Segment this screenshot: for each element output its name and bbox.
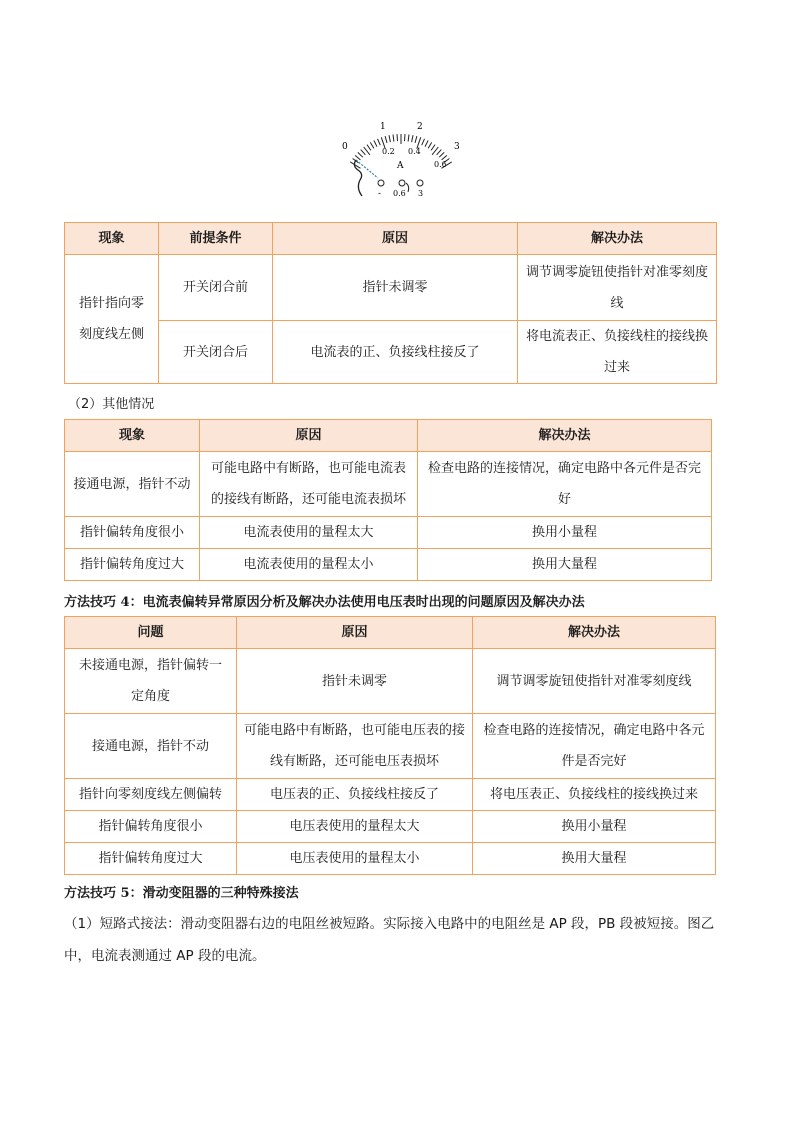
- terminal-label-0.6: 0.6: [393, 189, 406, 198]
- terminal-0.6: [399, 180, 405, 186]
- scale-tick: [385, 136, 387, 143]
- header-condition: 前提条件: [159, 223, 273, 255]
- phenomenon-cell: 接通电源，指针不动: [65, 452, 200, 517]
- table-row: [65, 649, 716, 714]
- solution-cell: 调节调零旋钮使指针对准零刻度线: [473, 649, 716, 714]
- scale-tick: [425, 141, 428, 147]
- problem-cell: 接通电源，指针不动: [65, 714, 237, 779]
- phenomenon-cell: 指针偏转角度很小: [65, 517, 200, 549]
- scale-label-0.2: 0.2: [382, 147, 395, 156]
- method4-title: 方法技巧 4：电流表偏转异常原因分析及解决办法使用电压表时出现的问题原因及解决办法: [64, 595, 585, 610]
- problem-cell: 未接通电源，指针偏转一定角度: [65, 649, 237, 714]
- wire-curve: [406, 183, 409, 192]
- table-voltmeter-problems: [64, 616, 716, 875]
- header-phenomenon: 现象: [65, 223, 159, 255]
- phenomenon-cell: 指针指向零刻度线左侧: [65, 255, 159, 384]
- solution-cell: 将电压表正、负接线柱的接线换过来: [473, 779, 716, 811]
- scale-label-0: 0: [342, 142, 348, 152]
- header-problem: 问题: [65, 617, 237, 649]
- scale-tick: [355, 155, 360, 160]
- method5-paragraph: （1）短路式接法：滑动变阻器右边的电阻丝被短路。实际接入电路中的电阻丝是 AP 段，PB 段被短接。图乙中，电流表测通过 AP 段的电流。: [64, 916, 715, 964]
- header-solution: 解决办法: [518, 223, 717, 255]
- table-ammeter-zero-left: [64, 222, 717, 384]
- terminal-minus: [378, 180, 384, 186]
- header-cause: 原因: [273, 223, 518, 255]
- scale-tick: [370, 142, 374, 148]
- header-cause: 原因: [200, 420, 418, 452]
- terminal-label-3: 3: [418, 189, 424, 198]
- table-row: [65, 714, 716, 779]
- table-row: [65, 843, 716, 875]
- scale-tick: [393, 135, 394, 142]
- problem-cell: 指针偏转角度过大: [65, 843, 237, 875]
- cause-cell: 电压表使用的量程太小: [237, 843, 473, 875]
- table-row: [65, 811, 716, 843]
- problem-cell: 指针向零刻度线左侧偏转: [65, 779, 237, 811]
- scale-label-3: 3: [454, 142, 460, 152]
- scale-label-0.6: 0.6: [434, 160, 447, 169]
- scale-tick: [358, 152, 363, 157]
- condition-cell: 开关闭合后: [159, 321, 273, 384]
- terminal-3: [417, 180, 423, 186]
- problem-cell: 指针偏转角度很小: [65, 811, 237, 843]
- table-row: [65, 321, 717, 384]
- scale-tick: [378, 139, 381, 145]
- section-label-other: （2）其他情况: [68, 397, 155, 412]
- header-cause: 原因: [237, 617, 473, 649]
- phenomenon-cell: 指针偏转角度过大: [65, 549, 200, 581]
- scale-tick: [437, 150, 442, 155]
- cause-cell: 电压表的正、负接线柱接反了: [237, 779, 473, 811]
- cause-cell: 指针未调零: [273, 255, 518, 321]
- scale-label-2: 2: [417, 122, 423, 132]
- scale-tick: [431, 145, 435, 151]
- scale-tick: [389, 135, 390, 142]
- scale-tick: [367, 145, 371, 151]
- terminal-label-minus: -: [378, 189, 382, 199]
- scale-label-0.4: 0.4: [408, 147, 421, 156]
- cause-cell: 电流表使用的量程太大: [200, 517, 418, 549]
- solution-cell: 将电流表正、负接线柱的接线换过来: [518, 321, 717, 384]
- table-row: [65, 549, 712, 581]
- method5-title: 方法技巧 5：滑动变阻器的三种特殊接法: [64, 886, 299, 901]
- cause-cell: 电流表的正、负接线柱接反了: [273, 321, 518, 384]
- unit-label: A: [397, 161, 404, 171]
- scale-tick: [405, 134, 406, 141]
- scale-tick: [361, 150, 366, 155]
- table-row: [65, 779, 716, 811]
- scale-tick: [397, 134, 398, 141]
- scale-tick: [415, 136, 417, 143]
- cause-cell: 指针未调零: [237, 649, 473, 714]
- cause-cell: 可能电路中有断路，也可能电压表的接线有断路，还可能电压表损坏: [237, 714, 473, 779]
- condition-cell: 开关闭合前: [159, 255, 273, 321]
- scale-tick: [422, 139, 425, 145]
- needle: [356, 160, 378, 178]
- table-header-row: [65, 617, 716, 649]
- ammeter-diagram: [336, 116, 466, 208]
- header-solution: 解决办法: [473, 617, 716, 649]
- solution-cell: 换用大量程: [473, 843, 716, 875]
- table-header-row: [65, 223, 717, 255]
- solution-cell: 检查电路的连接情况，确定电路中各元件是否完好: [418, 452, 712, 517]
- scale-label-1: 1: [380, 122, 386, 132]
- header-phenomenon: 现象: [65, 420, 200, 452]
- table-row: [65, 452, 712, 517]
- table-other-cases: [64, 419, 712, 581]
- cause-cell: 电流表使用的量程太小: [200, 549, 418, 581]
- scale-tick: [439, 152, 444, 157]
- solution-cell: 换用小量程: [418, 517, 712, 549]
- header-solution: 解决办法: [418, 420, 712, 452]
- scale-tick: [408, 135, 409, 142]
- table-row: [65, 517, 712, 549]
- cause-cell: 电压表使用的量程太大: [237, 811, 473, 843]
- solution-cell: 调节调零旋钮使指针对准零刻度线: [518, 255, 717, 321]
- table-row: [65, 255, 717, 321]
- cause-cell: 可能电路中有断路，也可能电流表的接线有断路，还可能电流表损坏: [200, 452, 418, 517]
- solution-cell: 检查电路的连接情况，确定电路中各元件是否完好: [473, 714, 716, 779]
- scale-tick: [412, 135, 413, 142]
- table-header-row: [65, 420, 712, 452]
- solution-cell: 换用大量程: [418, 549, 712, 581]
- scale-tick: [374, 141, 377, 147]
- scale-tick: [428, 142, 432, 148]
- solution-cell: 换用小量程: [473, 811, 716, 843]
